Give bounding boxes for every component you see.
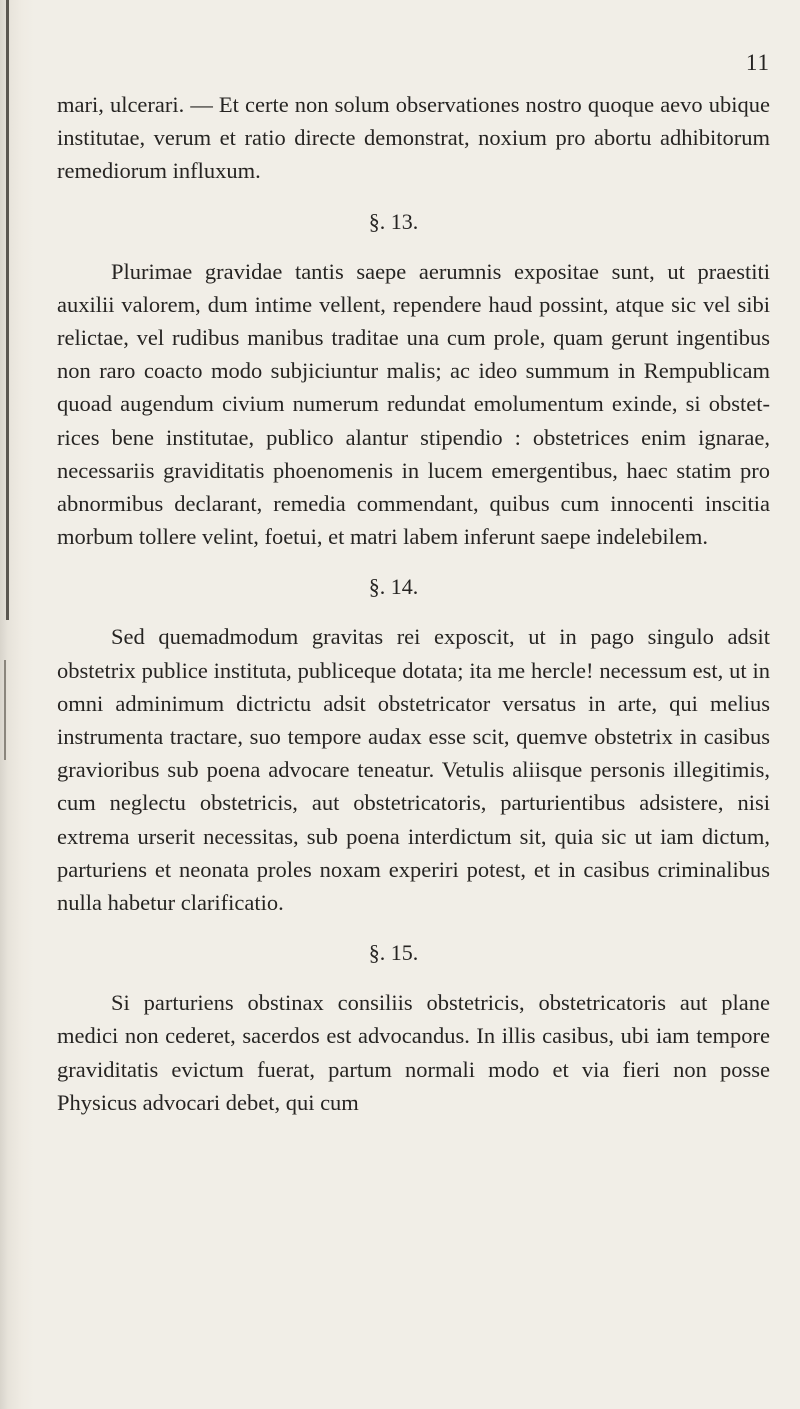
page-number: 11 — [745, 50, 770, 75]
section-13-paragraph: Plurimae gravidae tantis saepe aerumnis expositae sunt, ut praestiti auxilii valorem, dum intime vellent, rependere haud possint, atque sic vel sibi relictae, vel rudibus manibus traditae una cum prole, quam gerunt ingentibus non raro coacto modo subjiciuntur malis; ac ideo summum in Rempublicam quoad augendum civium numerum redundat emolumentum exinde, si obstetrices bene institutae, publico alantur stipendio : obstetrices enim ignarae, necessariis graviditatis phoenomenis in lucem emergentibus, haec statim pro abnormibus declarant, remedia commendant, quibus cum innocenti inscitia morbum tollere velint, foetui, et matri labem inferunt saepe indelebilem. — [57, 258, 770, 550]
section-heading-15: §. 15. — [368, 940, 419, 966]
binding-edge-strip — [6, 0, 9, 620]
section-heading-14: §. 14. — [368, 574, 419, 600]
section-14-paragraph: Sed quemadmodum gravitas rei exposcit, ut in pago singulo adsit obstetrix publice instituta, publiceque dotata; ita me hercle! necessum est, ut in omni adminimum dictrictu adsit obstetricator versatus in arte, qui melius instrumenta tractare, suo tempore audax esse scit, quemve obstetrix in casibus gravioribus sub poena advocare teneatur. Vetulis aliisque personis illegitimis, cum neglectu obstetricis, aut obstetricatoris, parturientibus adsistere, nisi extrema urserit necessitas, sub poena interdictum sit, quia sic ut iam dictum, parturiens et neonata proles noxam experiri potest, et in casibus criminalibus nulla habetur clarificatio. — [57, 624, 770, 916]
opening-paragraph: mari, ulcerari. — Et certe non solum observationes nostro quoque aevo ubique institutae, verum et ratio directe demonstrat, noxium pro abortu adhibitorum remediorum influxum. — [57, 92, 770, 184]
binding-edge-strip-lower — [4, 660, 6, 760]
section-15-paragraph: Si parturiens obstinax consiliis obstetricis, obstetricatoris aut plane medici non cederet, sacerdos est advocandus. In illis casibus, ubi iam tempore graviditatis evictum fuerat, partum normali modo et via fieri non posse Physicus advocari debet, qui cum — [57, 990, 770, 1115]
section-heading-13: §. 13. — [368, 208, 419, 234]
page-text-block — [57, 88, 770, 1119]
